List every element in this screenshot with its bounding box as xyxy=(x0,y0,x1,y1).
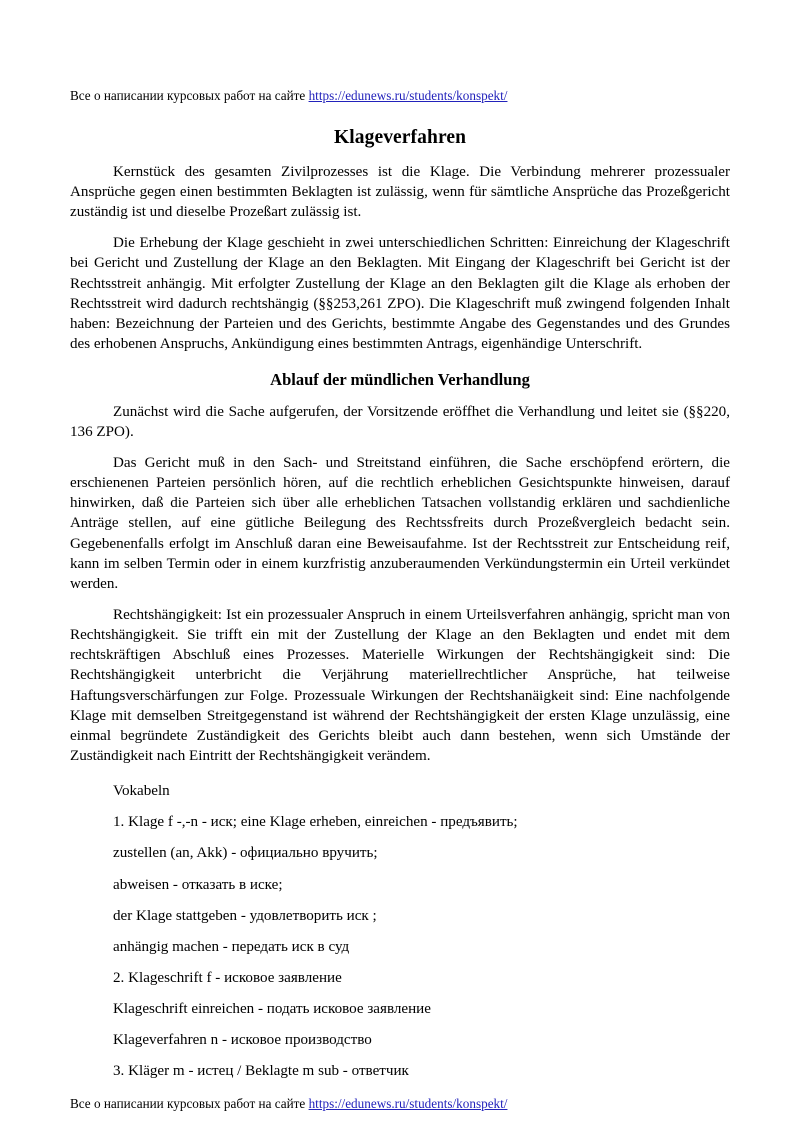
paragraph-klageerhebung: Die Erhebung der Klage geschieht in zwei unterschiedlichen Schritten: Einreichung der Klageschrift bei Gericht und Zustellung der Klage an den Beklagten. Mit Eingang der Klageschrift bei Gericht ist der Rechtsstreit anhängig. Mit erfolgter Zustellung der Klage an den Beklagten gilt die Klage als erhoben der Rechtsstreit wird dadurch rechtshängig (§§253,261 ZPO). Die Klageschrift muß zwingend folgenden Inhalt haben: Bezeichnung der Parteien und des Gerichts, bestimmte Angabe des Gegenstandes und des Grundes des erhobenen Anspruchs, Ankündigung eines bestimmten Antrags, eigenhändige Unterschrift. xyxy=(70,235,730,353)
footer-site-link[interactable]: https://edunews.ru/students/konspekt/ xyxy=(308,1095,508,1111)
vocabulary-entry: 2. Klageschrift f - исковое заявление xyxy=(113,969,342,986)
header-note-text: Все о написании курсовых работ на сайте xyxy=(70,88,309,103)
section-title-verhandlung: Ablauf der mündlichen Verhandlung xyxy=(270,370,530,390)
footer-site-note xyxy=(70,1096,730,1113)
vocabulary-entry: 1. Klage f -,-n - иск; eine Klage erheben, einreichen - предъявить; xyxy=(113,814,518,831)
vocabulary-entry: 3. Kläger m - истец / Beklagte m sub - ответчик xyxy=(113,1063,409,1080)
vocabulary-heading: Vokabeln xyxy=(113,783,170,800)
paragraph-intro: Kernstück des gesamten Zivilprozesses ist die Klage. Die Verbindung mehrerer prozessualer Ansprüche gegen einen bestimmten Beklagten ist zulässig, wenn für sämtliche Ansprüche das Prozeßgericht zuständig ist und dieselbe Prozeßart zulässig ist. xyxy=(70,163,730,221)
vocabulary-entry: abweisen - отказать в иске; xyxy=(113,876,283,893)
vocabulary-entry: Klageverfahren n - исковое производство xyxy=(113,1032,372,1049)
vocabulary-entry: anhängig machen - передать иск в суд xyxy=(113,938,350,955)
document-title: Klageverfahren xyxy=(333,126,467,148)
paragraph-aufruf: Zunächst wird die Sache aufgerufen, der Vorsitzende eröffhet die Verhandlung und leitet sie (§§220, 136 ZPO). xyxy=(70,403,730,440)
header-site-note xyxy=(70,88,730,105)
paragraph-gericht-pflichten: Das Gericht muß in den Sach- und Streitstand einführen, die Sache erschöpfend erörtern, die erschienenen Parteien persönlich hören, auf die rechtlich erheblichen Gesichtspunkte hinweisen, darauf hinwirken, daß die Parteien sich über alle erheblichen Tatsachen vollstandig erklären und sachdienliche Anträge stellen, auf eine gütliche Beilegung des Rechtssfreits durch Prozeßvergleich bedacht sein. Gegebenenfalls erfolgt im Anschluß daran eine Beweisaufahme. Ist der Rechtsstreit zur Entscheidung reif, kann im selben Termin oder in einem kurzfristig anzuberaumenden Verkündungstermin ein Urteil verkündet werden. xyxy=(70,455,730,592)
vocabulary-section xyxy=(70,782,730,1082)
vocabulary-entry: Klageschrift einreichen - подать исковое заявление xyxy=(113,1000,431,1017)
footer-note-text: Все о написании курсовых работ на сайте xyxy=(70,1095,309,1111)
paragraph-rechtshaengigkeit: Rechtshängigkeit: Ist ein prozessualer Anspruch in einem Urteilsverfahren anhängig, spricht man von Rechtshängigkeit. Sie trifft ein mit der Zustellung der Klage an den Beklagten und endet mit dem rechtskräftigen Abschluß eines Prozesses. Materielle Wirkungen der Rechtshängigkeit sind: Die Rechtshängigkeit unterbricht die Verjährung materiellrechtlicher Ansprüche, hat teilweise Haftungsverschärfungen zur Folge. Prozessuale Wirkungen der Rechtshanäigkeit sind: Eine nachfolgende Klage mit demselben Streitgegenstand ist während der Rechtshängigkeit der ersten Klage unzulässig, eine einmal begründete Zuständigkeit des Gerichts bleibt auch dann bestehen, wenn sich Umstände der Zuständigkeit nach Eintritt der Rechtshängigkeit verändem. xyxy=(70,607,730,765)
header-site-link[interactable]: https://edunews.ru/students/konspekt/ xyxy=(308,88,508,103)
vocabulary-entry: der Klage stattgeben - удовлетворить иск ; xyxy=(113,907,377,924)
vocabulary-entry: zustellen (an, Akk) - официально вручить; xyxy=(113,845,378,862)
